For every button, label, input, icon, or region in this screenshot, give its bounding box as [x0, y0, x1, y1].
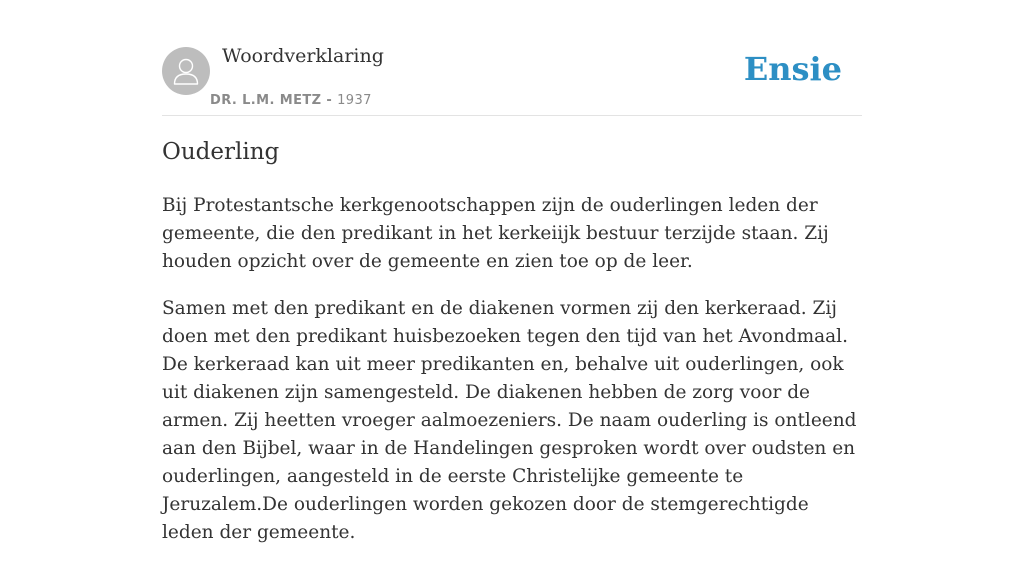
user-icon: [162, 47, 210, 95]
category-link[interactable]: Woordverklaring: [222, 45, 384, 67]
article-header: [162, 0, 862, 116]
article-title: Ouderling: [162, 139, 280, 165]
article-paragraph: Samen met den predikant en de diakenen vormen zij den kerkeraad. Zij doen met den predikant huisbezoeken tegen den tijd van het Avondmaal. De kerkeraad kan uit meer predikanten en, behalve uit ouderlingen, ook uit diakenen zijn samengesteld. De diakenen hebben de zorg voor de armen. Zij heetten vroeger aalmoezeniers. De naam ouderling is ontleend aan den Bijbel, waar in de Handelingen gesproken wordt over oudsten en ouderlingen, aangesteld in de eerste Christelijke gemeente te Jeruzalem.De ouderlingen worden gekozen door de stemgerechtigde leden der gemeente.: [162, 298, 857, 543]
publication-year: 1937: [337, 93, 372, 108]
author-byline[interactable]: [210, 93, 372, 108]
page-container: [162, 0, 862, 543]
byline-separator: -: [326, 93, 333, 108]
author-name[interactable]: DR. L.M. METZ: [210, 93, 322, 108]
article-body: [162, 192, 862, 566]
ensie-logo[interactable]: Ensie: [743, 50, 842, 88]
author-avatar[interactable]: [162, 47, 210, 95]
article-paragraph: Bij Protestantsche kerkgenootschappen zijn de ouderlingen leden der gemeente, die den predikant in het kerkeiijk bestuur terzijde staan. Zij houden opzicht over de gemeente en zien toe op de leer.: [162, 195, 829, 272]
